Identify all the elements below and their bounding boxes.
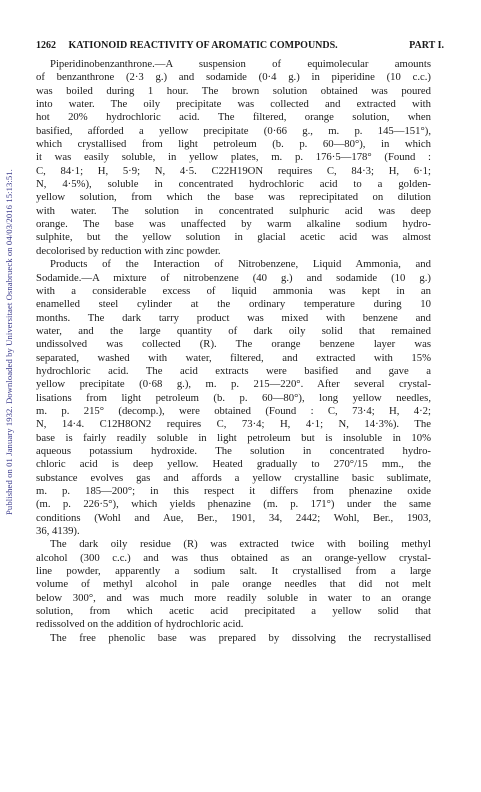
text-line: it was easily soluble, in yellow plates, m. p. 176·5—178° (Found : bbox=[36, 151, 431, 164]
text-line: enamelled steel cylinder at the ordinary temperature during 10 bbox=[36, 298, 431, 311]
text-line: Piperidinobenzanthrone.—A suspension of equimolecular amounts bbox=[50, 58, 431, 70]
text-line: redissolved on the addition of hydrochloric acid. bbox=[36, 618, 244, 631]
text-line: basified, afforded a yellow precipitate (0·66 g., m. p. 145—151°), bbox=[36, 124, 431, 137]
text-line: hot 20% hydrochloric acid. The filtered, orange solution, when bbox=[36, 111, 431, 124]
text-line: base is fairly readily soluble in light petroleum but is insoluble in 10% bbox=[36, 431, 431, 444]
text-line: months. The dark tarry product was mixed with benzene and bbox=[36, 311, 431, 324]
text-line: chloric acid is deep yellow. Heated gradually to 270°/15 mm., the bbox=[36, 458, 431, 471]
text-line: undissolved was collected (R). The orange benzene layer was bbox=[36, 338, 431, 351]
text-line: decolorised by reduction with zinc powder. bbox=[36, 244, 221, 257]
text-line: aqueous potassium hydroxide. The solution in concentrated hydro- bbox=[36, 444, 431, 457]
text-line: yellow precipitate (0·68 g.), m. p. 215—220°. After several crystal- bbox=[36, 378, 431, 391]
provenance-text: Published on 01 January 1932. Downloaded by Universitaet Osnabrueck on 04/03/2016 15:13:51. bbox=[4, 169, 14, 515]
text-line: hydrochloric acid. The acid extracts were basified and gave a bbox=[36, 364, 431, 377]
text-line: solution, from which acetic acid precipitated a yellow solid that bbox=[36, 605, 431, 618]
text-line: which crystallised from light petroleum (b. p. 60—80°), in which bbox=[36, 138, 431, 151]
text-line: sulphite, but the yellow solution in glacial acetic acid was almost bbox=[36, 231, 431, 244]
text-line: m. p. 185—200°; in this respect it differs from phenazine oxide bbox=[36, 485, 431, 497]
provenance-sidebar bbox=[2, 72, 16, 612]
text-line: below 300°, and was much more readily soluble in water to an orange bbox=[36, 591, 431, 604]
text-line: water, and the large quantity of dark oily solid that remained bbox=[36, 324, 431, 337]
text-line: (m. p. 226·5°), which yields phenazine (m. p. 171°) under the same bbox=[36, 498, 431, 511]
text-line: with water. The solution in concentrated sulphuric acid was deep bbox=[36, 204, 431, 217]
running-title: KATIONOID REACTIVITY OF AROMATIC COMPOUNDS. bbox=[68, 40, 338, 51]
text-line: C, 84·1; H, 5·9; N, 4·5. C22H19ON requires C, 84·3; H, 6·1; bbox=[36, 164, 431, 177]
text-line: Sodamide.—A mixture of nitrobenzene (40 g.) and sodamide (10 g.) bbox=[36, 271, 431, 284]
text-line: alcohol (300 c.c.) and was thus obtained as an orange-yellow crystal- bbox=[36, 551, 431, 564]
text-line: Products of the Interaction of Nitrobenzene, Liquid Ammonia, and bbox=[50, 258, 431, 271]
text-line: with a considerable excess of liquid ammonia was kept in an bbox=[36, 284, 431, 297]
part-label: PART I. bbox=[409, 40, 444, 51]
running-header bbox=[36, 40, 444, 51]
text-line: line powder, apparently a sodium salt. It crystallised from a large bbox=[36, 565, 431, 578]
text-line: substance evolves gas and affords a yellow crystalline basic sublimate, bbox=[36, 471, 431, 484]
text-line: of benzanthrone (2·3 g.) and sodamide (0·4 g.) in piperidine (10 c.c.) bbox=[36, 71, 431, 84]
page-number: 1262 bbox=[36, 40, 56, 51]
text-line: into water. The oily precipitate was collected and extracted with bbox=[36, 98, 431, 111]
text-line: volume of methyl alcohol in pale orange needles that did not melt bbox=[36, 578, 431, 591]
text-line: N, 4·5%), soluble in concentrated hydrochloric acid to a golden- bbox=[36, 178, 431, 191]
text-line: The free phenolic base was prepared by dissolving the recrystallised bbox=[50, 631, 431, 644]
text-line: m. p. 215° (decomp.), were obtained (Found : C, 73·4; H, 4·2; bbox=[36, 404, 431, 417]
text-line: separated, washed with water, filtered, and extracted with 15% bbox=[36, 351, 431, 364]
text-line: orange. The base was unaffected by warm alkaline sodium hydro- bbox=[36, 218, 431, 231]
text-line: conditions (Wohl and Aue, Ber., 1901, 34, 2442; Wohl, Ber., 1903, bbox=[36, 511, 431, 524]
text-line: The dark oily residue (R) was extracted twice with boiling methyl bbox=[50, 538, 431, 551]
text-line: yellow solution, from which the base was reprecipitated on dilution bbox=[36, 191, 431, 204]
text-line: 36, 4139). bbox=[36, 525, 80, 538]
article-body bbox=[36, 58, 431, 645]
text-line: N, 14·4. C12H8ON2 requires C, 73·4; H, 4·1; N, 14·3%). The bbox=[36, 418, 431, 431]
text-line: lisations from light petroleum (b. p. 60—80°), long yellow needles, bbox=[36, 391, 431, 404]
text-line: was boiled during 1 hour. The brown solution obtained was poured bbox=[36, 84, 431, 97]
